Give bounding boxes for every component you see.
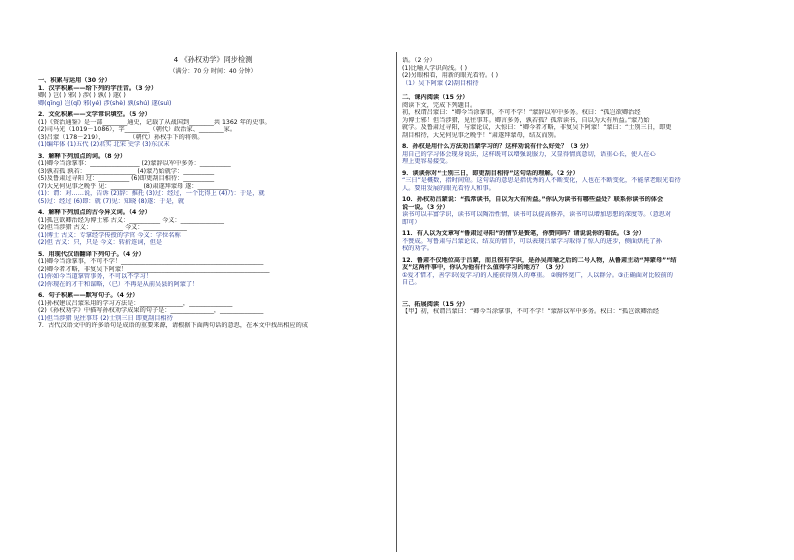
- text-line: [402, 287, 762, 294]
- text-line: (1)卿今当涂掌事：________________ (2)蒙辞以军中多务：__________: [38, 160, 231, 167]
- text-line: (2)另眼相看，用新的眼光看待。( ): [402, 72, 498, 79]
- page-subtitle: （满分：70 分 时间：40 分钟）: [169, 68, 257, 75]
- answer-line: (1)：谓：对……说，告诉 (2)辞：推托 (3)过：经过，一个比得上 (4)乃：于是，就: [38, 190, 265, 197]
- page-title: 4 《孙权劝学》同步检测: [173, 55, 253, 64]
- answer-line: 人。要用发展的眼光看待人和事。: [402, 184, 495, 192]
- answer-line: 权的劝学。: [402, 245, 433, 252]
- text-line: 刮目相待，大兄何见事之晚乎！”肃遂拜蒙母，结友而别。: [402, 131, 560, 139]
- left-column: [38, 77, 388, 330]
- text-line: 【甲】初，权谓吕蒙曰：“卿今当涂掌事，不可不学！”蒙辞以军中多务。权曰：“孤岂欲卿治经: [402, 308, 660, 315]
- answer-line: 不赞成。写鲁肃与吕蒙论议、结友的情节，可以表现吕蒙学习取得了惊人的进步，侧面烘托了孙: [402, 237, 662, 245]
- text-line: 3．解释下列加点的词。（8 分）: [38, 152, 127, 160]
- text-line: 7．古代汉语文中的许多语句是成语的重要来源，请根据下面两句话的意思，在本文中找出相应的成: [38, 322, 308, 329]
- text-line: 语。（2 分）: [402, 57, 436, 64]
- text-line: 6．句子积累——默写句子。（4 分）: [38, 292, 139, 299]
- text-line: 12．鲁肃不仅地位高于吕蒙，而且很有学识，是孙吴周瑜之后的二号人物，从鲁肃主动“拜蒙母”“结: [402, 256, 677, 264]
- text-line: 4．解释下列加点的古今异义词。（4 分）: [38, 209, 151, 216]
- text-line: (1)孤岂欲卿治经为博士邪 古义：__________ 今义：______________: [38, 216, 224, 224]
- answer-line: 读书可以丰富学识，读书可以陶冶性情，读书可以提高修养，读书可以增加思想的深度等。（意思对: [402, 211, 672, 218]
- text-line: 就学。及鲁肃过寻阳，与蒙论议，大惊曰：“卿今者才略，非复吴下阿蒙！”蒙曰：“士别三日，即更: [402, 124, 672, 131]
- column-divider: [396, 52, 397, 552]
- text-line: (7)大兄何见事之晚乎 见：__________ (8)肃遂拜蒙母 遂：__________: [38, 182, 229, 190]
- text-line: [402, 87, 762, 94]
- text-line: (2)《孙权劝学》中描写孙权劝学成果的句子是：______________，______________: [38, 307, 264, 314]
- answer-line: ①爱才惜才，善学识(爱学习)的人能获得别人的尊重。 ②胸怀宽广，人以群分。③正确面对比较前的: [402, 271, 673, 279]
- text-line: 2．文化积累——文学常识填空。（5 分）: [38, 111, 151, 118]
- text-line: (3)孰若孤 孰若：________________ (4)蒙乃始就学：__________: [38, 167, 215, 175]
- answer-line: (2)但 古义：只，只是 今义：转折连词，但是: [38, 239, 163, 246]
- answer-line: (1)博士 古义：专掌经学传授的学官 今义：学位名称: [38, 231, 181, 239]
- text-line: 11．有人以为文章写“鲁肃过寻阳”的情节是赘笔，你赞同吗？请说说你的看法。（3 分）: [402, 230, 645, 237]
- answer-line: (1)但当涉猎 见往事耳 (2)士别三日 即更刮目相待: [38, 314, 173, 322]
- text-line: 友”这两件事中，你认为他有什么值得学习的地方？（3 分）: [402, 264, 568, 271]
- answer-line: 即可）: [402, 218, 421, 226]
- answer-line: 卿(qīng) 岂(qǐ) 邪(yé) 涉(shè) 孰(shú) 遂(suì): [38, 99, 172, 107]
- text-line: [402, 294, 762, 301]
- answer-line: “三日”是概数，指时间短。这句话的意思是指优秀的人不断变化，人也在不断变化，不能拿老眼光看待: [402, 177, 681, 184]
- text-line: (1)比喻人学识尚浅。( ): [402, 64, 468, 72]
- text-line: (3)吕蒙（178－219），________（朝代）孙权手下的将领。: [38, 133, 204, 141]
- text-line: (1)卿今当涂掌事，不可不学！______________________________________________: [38, 258, 264, 265]
- answer-line: (5)过：经过 (6)即：就 (7)见：知晓 (8)遂：于是，就: [38, 197, 185, 205]
- text-line: 8．孙权是用什么方法劝吕蒙学习的？这样劝说有什么好处？（3 分）: [402, 143, 593, 150]
- right-column: [402, 57, 762, 316]
- answer-line: （1）吴下阿蒙 (2)刮目相待: [402, 79, 479, 87]
- text-line: (2)卿今者才略，非复吴下阿蒙！______________________________________________: [38, 265, 270, 273]
- text-line: 10．孙权劝吕蒙说：“孤常读书，自以为大有所益。”你认为读书有哪些益处？联系你读书的体会: [402, 196, 664, 203]
- text-line: (2)但当涉猎 古义：__________ 今义：______________: [38, 224, 187, 231]
- section-heading: 一、积累与运用（30 分）: [38, 77, 111, 84]
- text-line: 卿( ) 岂( ) 邪( ) 涉( ) 孰( ) 遂( ): [38, 92, 126, 99]
- text-line: 1．汉字积累——给下列的字注音。（3 分）: [38, 84, 158, 92]
- section-heading: 三、拓展阅读（15 分）: [402, 300, 469, 308]
- answer-line: 用自己的学习体会现身说法，这样既可以增强说服力，又显得情真意切，语重心长，使人在心: [402, 150, 656, 158]
- answer-line: (1)编年体 (1)五代 (2)君实 北宋 史学 (3)东汉末: [38, 141, 170, 148]
- answer-line: (1)你如今当道掌管事务，不可以不学习！: [38, 273, 152, 280]
- text-line: 5．用现代汉语翻译下列句子。（4 分）: [38, 250, 145, 258]
- text-line: 阅读下文，完成下列题目。: [402, 101, 477, 109]
- answer-line: 理上更容易接受。: [402, 158, 452, 165]
- text-line: 9．谈谈你对“士别三日，即更刮目相待”这句话的理解。（2 分）: [402, 169, 579, 177]
- text-line: (5)及鲁肃过寻阳 过：__________ (6)即更刮目相待：__________: [38, 175, 215, 182]
- text-line: (1)《资治通鉴》是一部________通史，记载了从战国到________共 1362 年的史事。: [38, 118, 271, 126]
- text-line: 初，权谓吕蒙曰：“卿今当涂掌事，不可不学！”蒙辞以军中多务。权曰：“孤岂欲卿治经: [402, 109, 641, 116]
- section-heading: 二、课内阅读（15 分）: [402, 94, 469, 101]
- text-line: 为博士邪！但当涉猎，见往事耳。卿言多务，孰若孤？孤常读书，自以为大有所益。”蒙乃始: [402, 116, 650, 124]
- text-line: 说一说。（3 分）: [402, 203, 449, 211]
- answer-line: 自己。: [402, 279, 421, 286]
- text-line: (2)司马光（1019－1086），字________（朝代）政治家、________家。: [38, 126, 237, 133]
- answer-line: (2)你现在的才干和谋略，（已）不再是从前吴县的阿蒙了！: [38, 280, 199, 288]
- text-line: (1)孙权建议吕蒙采用的学习方法是：______________，______________: [38, 299, 233, 307]
